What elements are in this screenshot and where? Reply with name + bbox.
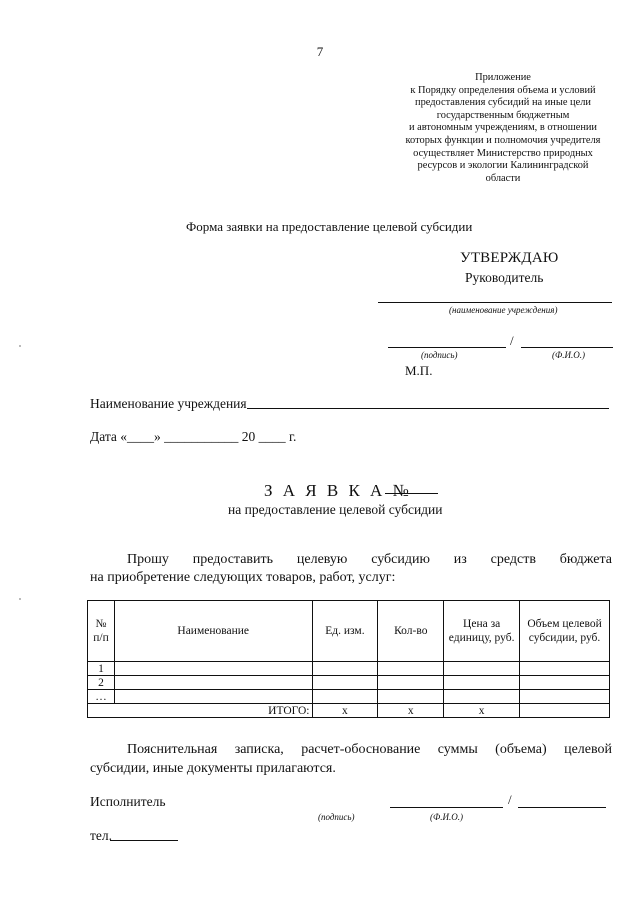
appendix-line: ресурсов и экологии Калининградской — [417, 160, 589, 172]
total-row — [88, 704, 610, 718]
cell-amount — [520, 690, 610, 704]
slash-separator: / — [510, 333, 514, 348]
row-number: … — [88, 690, 115, 704]
stamp-place: М.П. — [405, 363, 433, 378]
col-header-number: № п/п — [88, 601, 115, 662]
cell-unit — [312, 690, 378, 704]
paragraph2-line2: субсидии, иные документы прилагаются. — [90, 761, 336, 776]
approver-signature-line — [388, 347, 506, 348]
cell-unit — [312, 676, 378, 690]
request-number-line — [385, 493, 438, 494]
appendix-line: которых функции и полномочия учредителя — [405, 134, 601, 146]
executor-fio-line — [518, 807, 606, 808]
col-header-subsidy-amount: Объем целевой субсидии, руб. — [520, 601, 610, 662]
cell-quantity — [378, 690, 444, 704]
paragraph1-word: целевую — [296, 552, 348, 567]
request-title: З А Я В К А № — [264, 481, 412, 500]
request-subtitle: на предоставление целевой субсидии — [228, 502, 443, 517]
col-header-unit-price: Цена за единицу, руб. — [444, 601, 520, 662]
row-number: 1 — [88, 662, 115, 676]
paragraph2-word: Пояснительная — [127, 742, 218, 757]
form-title: Форма заявки на предоставление целевой субсидии — [186, 219, 473, 234]
total-unit: x — [312, 704, 378, 718]
executor-fio-caption: (Ф.И.О.) — [430, 812, 463, 822]
paragraph2-word: целевой — [564, 742, 612, 757]
executor-slash: / — [508, 792, 512, 807]
paragraph1-word: Прошу — [127, 552, 169, 567]
appendix-line: государственным бюджетным — [436, 109, 570, 121]
institution-line — [247, 408, 609, 409]
appendix-line: области — [485, 172, 521, 184]
institution-caption: (наименование учреждения) — [449, 305, 558, 315]
paragraph1-word: из — [453, 552, 467, 567]
appendix-line: Приложение — [475, 72, 531, 83]
paragraph1-word: бюджета — [559, 552, 612, 567]
total-amount — [520, 704, 610, 718]
scan-mark — [19, 345, 21, 347]
cell-quantity — [378, 662, 444, 676]
institution-name-line — [378, 302, 612, 303]
cell-name — [114, 676, 312, 690]
cell-price — [444, 662, 520, 676]
appendix-block — [378, 72, 628, 185]
paragraph1-word: предоставить — [192, 552, 274, 567]
institution-label: Наименование учреждения — [90, 396, 247, 411]
cell-price — [444, 676, 520, 690]
total-label: ИТОГО: — [88, 704, 313, 718]
paragraph2-line1 — [127, 742, 612, 758]
total-price: x — [444, 704, 520, 718]
table-row — [88, 676, 610, 690]
appendix-line: предоставления субсидий на иные цели — [415, 97, 591, 109]
col-header-unit: Ед. изм. — [312, 601, 378, 662]
col-header-name: Наименование — [114, 601, 312, 662]
paragraph2-word: (объема) — [495, 742, 547, 757]
signature-caption: (подпись) — [421, 350, 458, 360]
paragraph2-word: записка, — [234, 742, 284, 757]
cell-name — [114, 662, 312, 676]
table-row — [88, 690, 610, 704]
appendix-line: и автономным учреждениям, в отношении — [409, 122, 597, 134]
paragraph1-line1 — [127, 552, 612, 568]
head-title: Руководитель — [465, 270, 544, 285]
goods-table — [87, 600, 610, 718]
cell-name — [114, 690, 312, 704]
phone-label: тел. — [90, 828, 113, 843]
executor-signature-line — [390, 807, 503, 808]
table-header-row — [88, 601, 610, 662]
cell-unit — [312, 662, 378, 676]
cell-quantity — [378, 676, 444, 690]
paragraph2-word: суммы — [437, 742, 478, 757]
approve-heading: УТВЕРЖДАЮ — [460, 250, 559, 266]
appendix-line: к Порядку определения объема и условий — [410, 84, 596, 96]
cell-amount — [520, 676, 610, 690]
date-line: Дата «____» ___________ 20 ____ г. — [90, 429, 297, 444]
table-row — [88, 662, 610, 676]
row-number: 2 — [88, 676, 115, 690]
page-number: 7 — [316, 44, 324, 59]
paragraph1-word: средств — [490, 552, 536, 567]
paragraph1-word: субсидию — [371, 552, 430, 567]
phone-line — [110, 840, 178, 841]
paragraph2-word: расчет-обоснование — [301, 742, 421, 757]
cell-price — [444, 690, 520, 704]
scan-mark — [19, 598, 21, 600]
approver-fio-line — [521, 347, 613, 348]
total-quantity: x — [378, 704, 444, 718]
executor-label: Исполнитель — [90, 794, 166, 809]
cell-amount — [520, 662, 610, 676]
col-header-quantity: Кол-во — [378, 601, 444, 662]
appendix-line: осуществляет Министерство природных — [413, 147, 593, 159]
paragraph1-line2: на приобретение следующих товаров, работ, услуг: — [90, 570, 396, 585]
executor-signature-caption: (подпись) — [318, 812, 355, 822]
fio-caption: (Ф.И.О.) — [552, 350, 585, 360]
